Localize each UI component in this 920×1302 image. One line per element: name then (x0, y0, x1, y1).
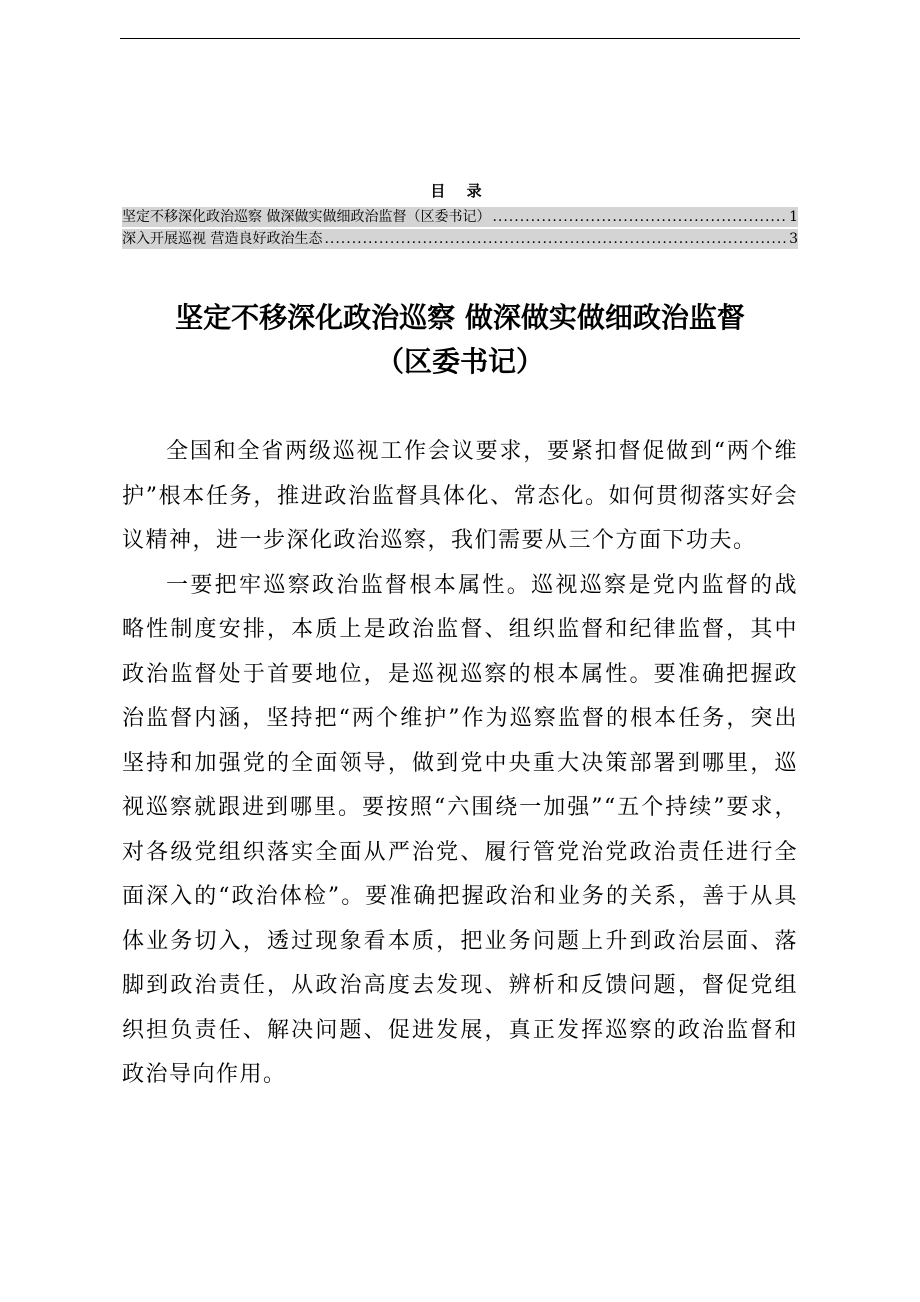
document-title-line2: （区委书记） (375, 345, 544, 378)
toc-entry-text: 坚定不移深化政治巡察 做深做实做细政治监督（区委书记） (122, 209, 491, 225)
toc-entry-page: 3 (789, 231, 798, 247)
toc-entry[interactable] (122, 207, 798, 227)
document-title-line1: 坚定不移深化政治巡察 做深做实做细政治监督 (175, 301, 745, 334)
toc-title: 目 录 (430, 182, 490, 200)
toc-entry[interactable] (122, 229, 798, 249)
body-paragraph: 一要把牢巡察政治监督根本属性。巡视巡察是党内监督的战略性制度安排，本质上是政治监督、组织监督和纪律监督，其中政治监督处于首要地位，是巡视巡察的根本属性。要准确把握政治监督内涵，坚持把“两个维护”作为巡察监督的根本任务，突出坚持和加强党的全面领导，做到党中央重大决策部署到哪里，巡视巡察就跟进到哪里。要按照“六围绕一加强”“五个持续”要求，对各级党组织落实全面从严治党、履行管党治党政治责任进行全面深入的“政治体检”。要准确把握政治和业务的关系，善于从具体业务切入，透过现象看本质，把业务问题上升到政治层面、落脚到政治责任，从政治高度去发现、辨析和反馈问题，督促党组织担负责任、解决问题、促进发展，真正发挥巡察的政治监督和政治导向作用。 (122, 572, 798, 1087)
table-of-contents (122, 180, 798, 251)
document-body (122, 430, 798, 1098)
header-rule (120, 38, 800, 39)
toc-leader (324, 229, 787, 249)
toc-entry-page: 1 (789, 209, 798, 225)
document-title (100, 296, 820, 384)
toc-leader (492, 207, 787, 227)
toc-entry-text: 深入开展巡视 营造良好政治生态 (122, 231, 323, 247)
body-paragraph: 全国和全省两级巡视工作会议要求，要紧扣督促做到“两个维护”根本任务，推进政治监督具体化、常态化。如何贯彻落实好会议精神，进一步深化政治巡察，我们需要从三个方面下功夫。 (122, 439, 798, 553)
